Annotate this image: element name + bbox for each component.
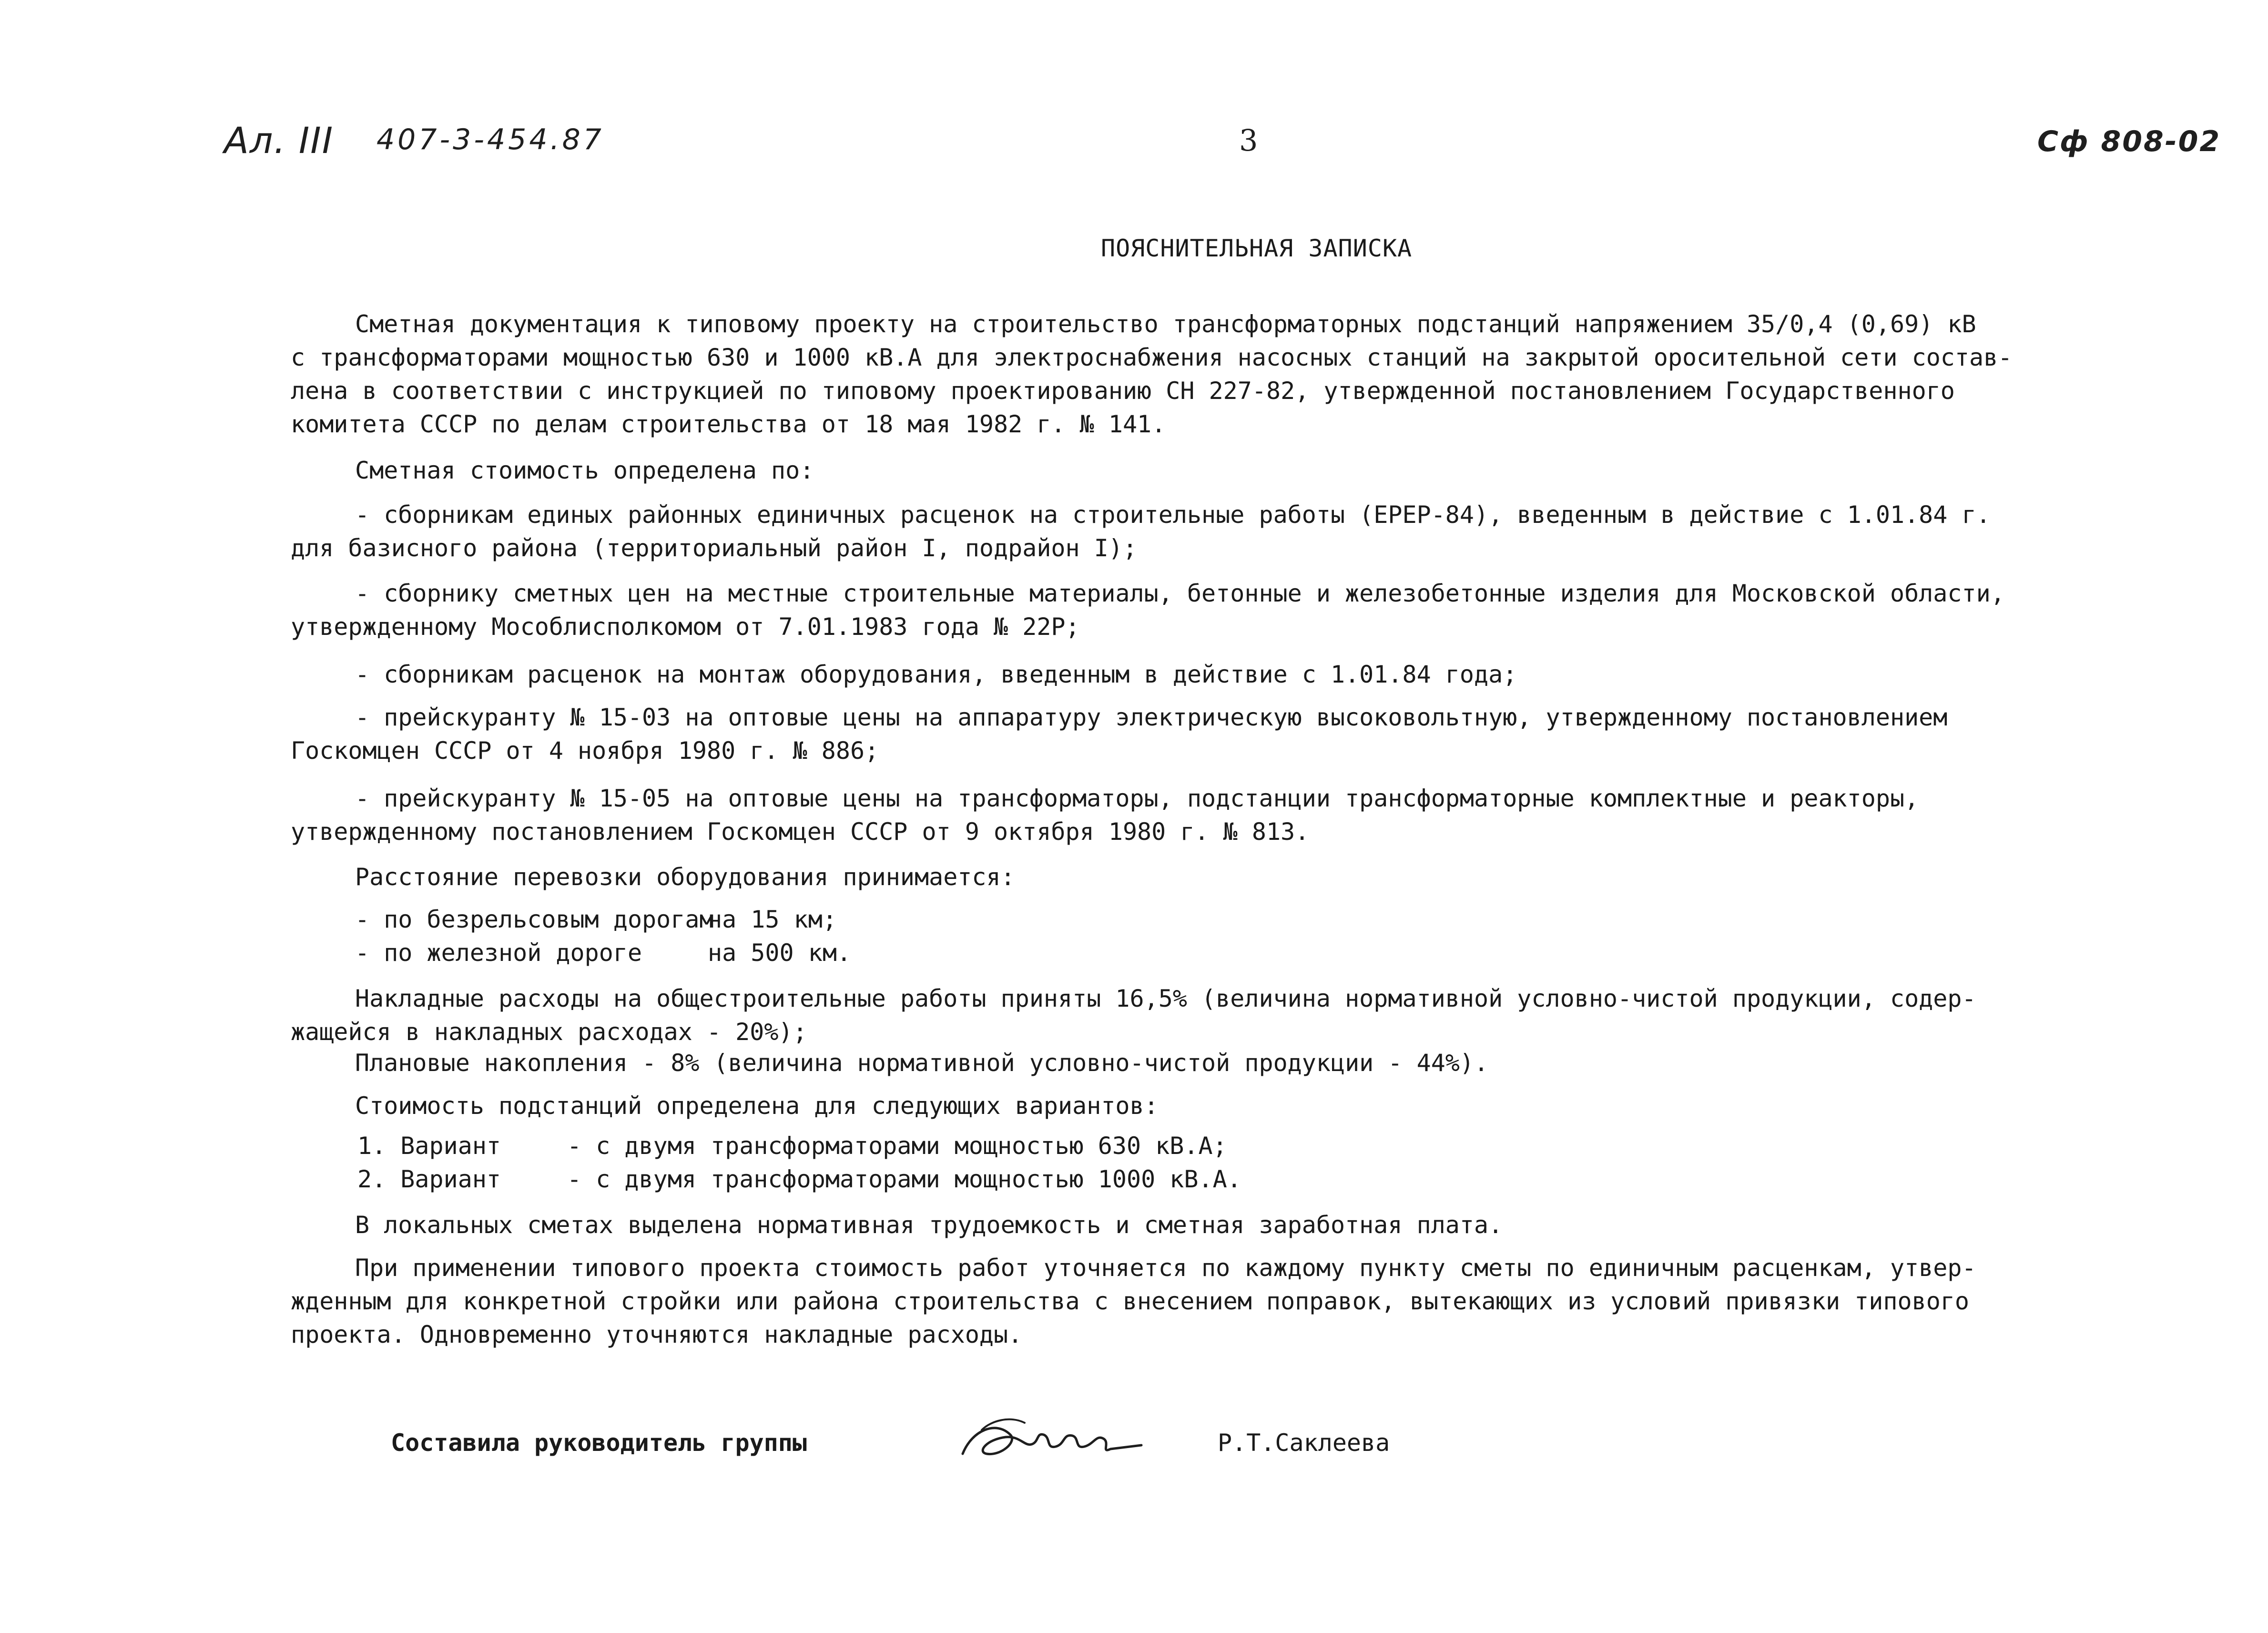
overhead-line: жащейся в накладных расходах - 20%); <box>291 1018 807 1046</box>
transport-row <box>355 939 851 967</box>
variants-heading-text: Стоимость подстанций определена для следующих вариантов: <box>355 1092 1159 1120</box>
transport-heading-text: Расстояние перевозки оборудования принимается: <box>355 863 1015 891</box>
compiled-by-label: Составила руководитель группы <box>391 1429 807 1457</box>
intro-line: комитета СССР по делам строительства от 18 мая 1982 г. № 141. <box>291 410 1166 438</box>
cost-basis-line: утвержденному Мособлисполкомом от 7.01.1983 года № 22Р; <box>291 613 1080 641</box>
variant-description: - с двумя трансформаторами мощностью 630 кВ.А; <box>567 1132 1227 1160</box>
overhead-line: Накладные расходы на общестроительные работы приняты 16,5% (величина нормативной условно-чистой продукции, содер- <box>355 985 1976 1012</box>
transport-distance: на 15 км; <box>708 906 837 933</box>
cost-basis-item <box>291 701 1949 767</box>
album-code: Сф 808-02 <box>2037 125 2221 158</box>
application-line: При применении типового проекта стоимость работ уточняется по каждому пункту сметы по единичным расценкам, утвер- <box>355 1254 1976 1282</box>
cost-basis-line: Госкомцен СССР от 4 ноября 1980 г. № 886; <box>291 737 879 765</box>
cost-basis-item <box>291 577 2005 643</box>
cost-basis-item <box>291 498 1991 565</box>
variant-label: 1. Вариант <box>357 1132 501 1160</box>
transport-heading <box>291 860 1949 894</box>
cost-basis-heading-text: Сметная стоимость определена по: <box>355 457 814 484</box>
signature-image <box>953 1401 1153 1478</box>
transport-route: - по безрельсовым дорогам <box>355 906 714 933</box>
cost-basis-line: утвержденному постановлением Госкомцен СССР от 9 октября 1980 г. № 813. <box>291 818 1310 846</box>
variant-row <box>357 1165 1241 1193</box>
cost-basis-heading <box>291 454 1949 487</box>
application-line: жденным для конкретной стройки или района строительства с внесением поправок, вытекающих из условий привязки типового <box>291 1287 1969 1315</box>
cost-basis-line: - сборникам расценок на монтаж оборудования, введенным в действие с 1.01.84 года; <box>355 661 1517 688</box>
application-line: проекта. Одновременно уточняются накладные расходы. <box>291 1321 1023 1348</box>
sheet-mark: Ал. III <box>224 119 334 162</box>
local-estimates-paragraph <box>291 1208 1949 1242</box>
compiler-name: Р.Т.Саклеева <box>1218 1429 1390 1457</box>
variants-heading <box>291 1089 1949 1123</box>
page-number: 3 <box>1239 123 1258 158</box>
cost-basis-line: для базисного района (территориальный район I, подрайон I); <box>291 534 1138 562</box>
cost-basis-item <box>291 782 1949 848</box>
document-title: ПОЯСНИТЕЛЬНАЯ ЗАПИСКА <box>1101 235 1413 262</box>
savings-paragraph <box>291 1046 1949 1080</box>
variant-label: 2. Вариант <box>357 1165 501 1193</box>
intro-line: с трансформаторами мощностью 630 и 1000 кВ.А для электроснабжения насосных станций на закрытой оросительной сети состав- <box>291 344 2013 371</box>
cost-basis-line: - прейскуранту № 15-03 на оптовые цены на аппаратуру электрическую высоковольтную, утвержденному постановлением <box>355 704 1948 731</box>
local-estimates-text: В локальных сметах выделена нормативная трудоемкость и сметная заработная плата. <box>355 1211 1503 1239</box>
cost-basis-line: - прейскуранту № 15-05 на оптовые цены на трансформаторы, подстанции трансформаторные комплектные и реакторы, <box>355 785 1919 812</box>
intro-line: лена в соответствии с инструкцией по типовому проектированию СН 227-82, утвержденной постановлением Государственного <box>291 377 1955 405</box>
project-code: 407-3-454.87 <box>376 123 604 156</box>
intro-line: Сметная документация к типовому проекту на строительство трансформаторных подстанций напряжением 35/0,4 (0,69) кВ <box>355 310 1976 338</box>
intro-paragraph <box>291 307 2013 441</box>
transport-distance: на 500 км. <box>708 939 852 967</box>
application-paragraph <box>291 1251 1976 1351</box>
variant-row <box>357 1132 1227 1160</box>
cost-basis-item <box>291 658 1949 691</box>
cost-basis-line: - сборникам единых районных единичных расценок на строительные работы (ЕРЕР-84), введенным в действие с 1.01.84 г. <box>355 501 1991 529</box>
cost-basis-line: - сборнику сметных цен на местные строительные материалы, бетонные и железобетонные изделия для Московской области, <box>355 580 2005 607</box>
transport-row <box>355 906 837 933</box>
transport-route: - по железной дороге <box>355 939 642 967</box>
overhead-paragraph <box>291 982 1976 1049</box>
variant-description: - с двумя трансформаторами мощностью 1000 кВ.А. <box>567 1165 1241 1193</box>
savings-text: Плановые накопления - 8% (величина нормативной условно-чистой продукции - 44%). <box>355 1049 1489 1077</box>
